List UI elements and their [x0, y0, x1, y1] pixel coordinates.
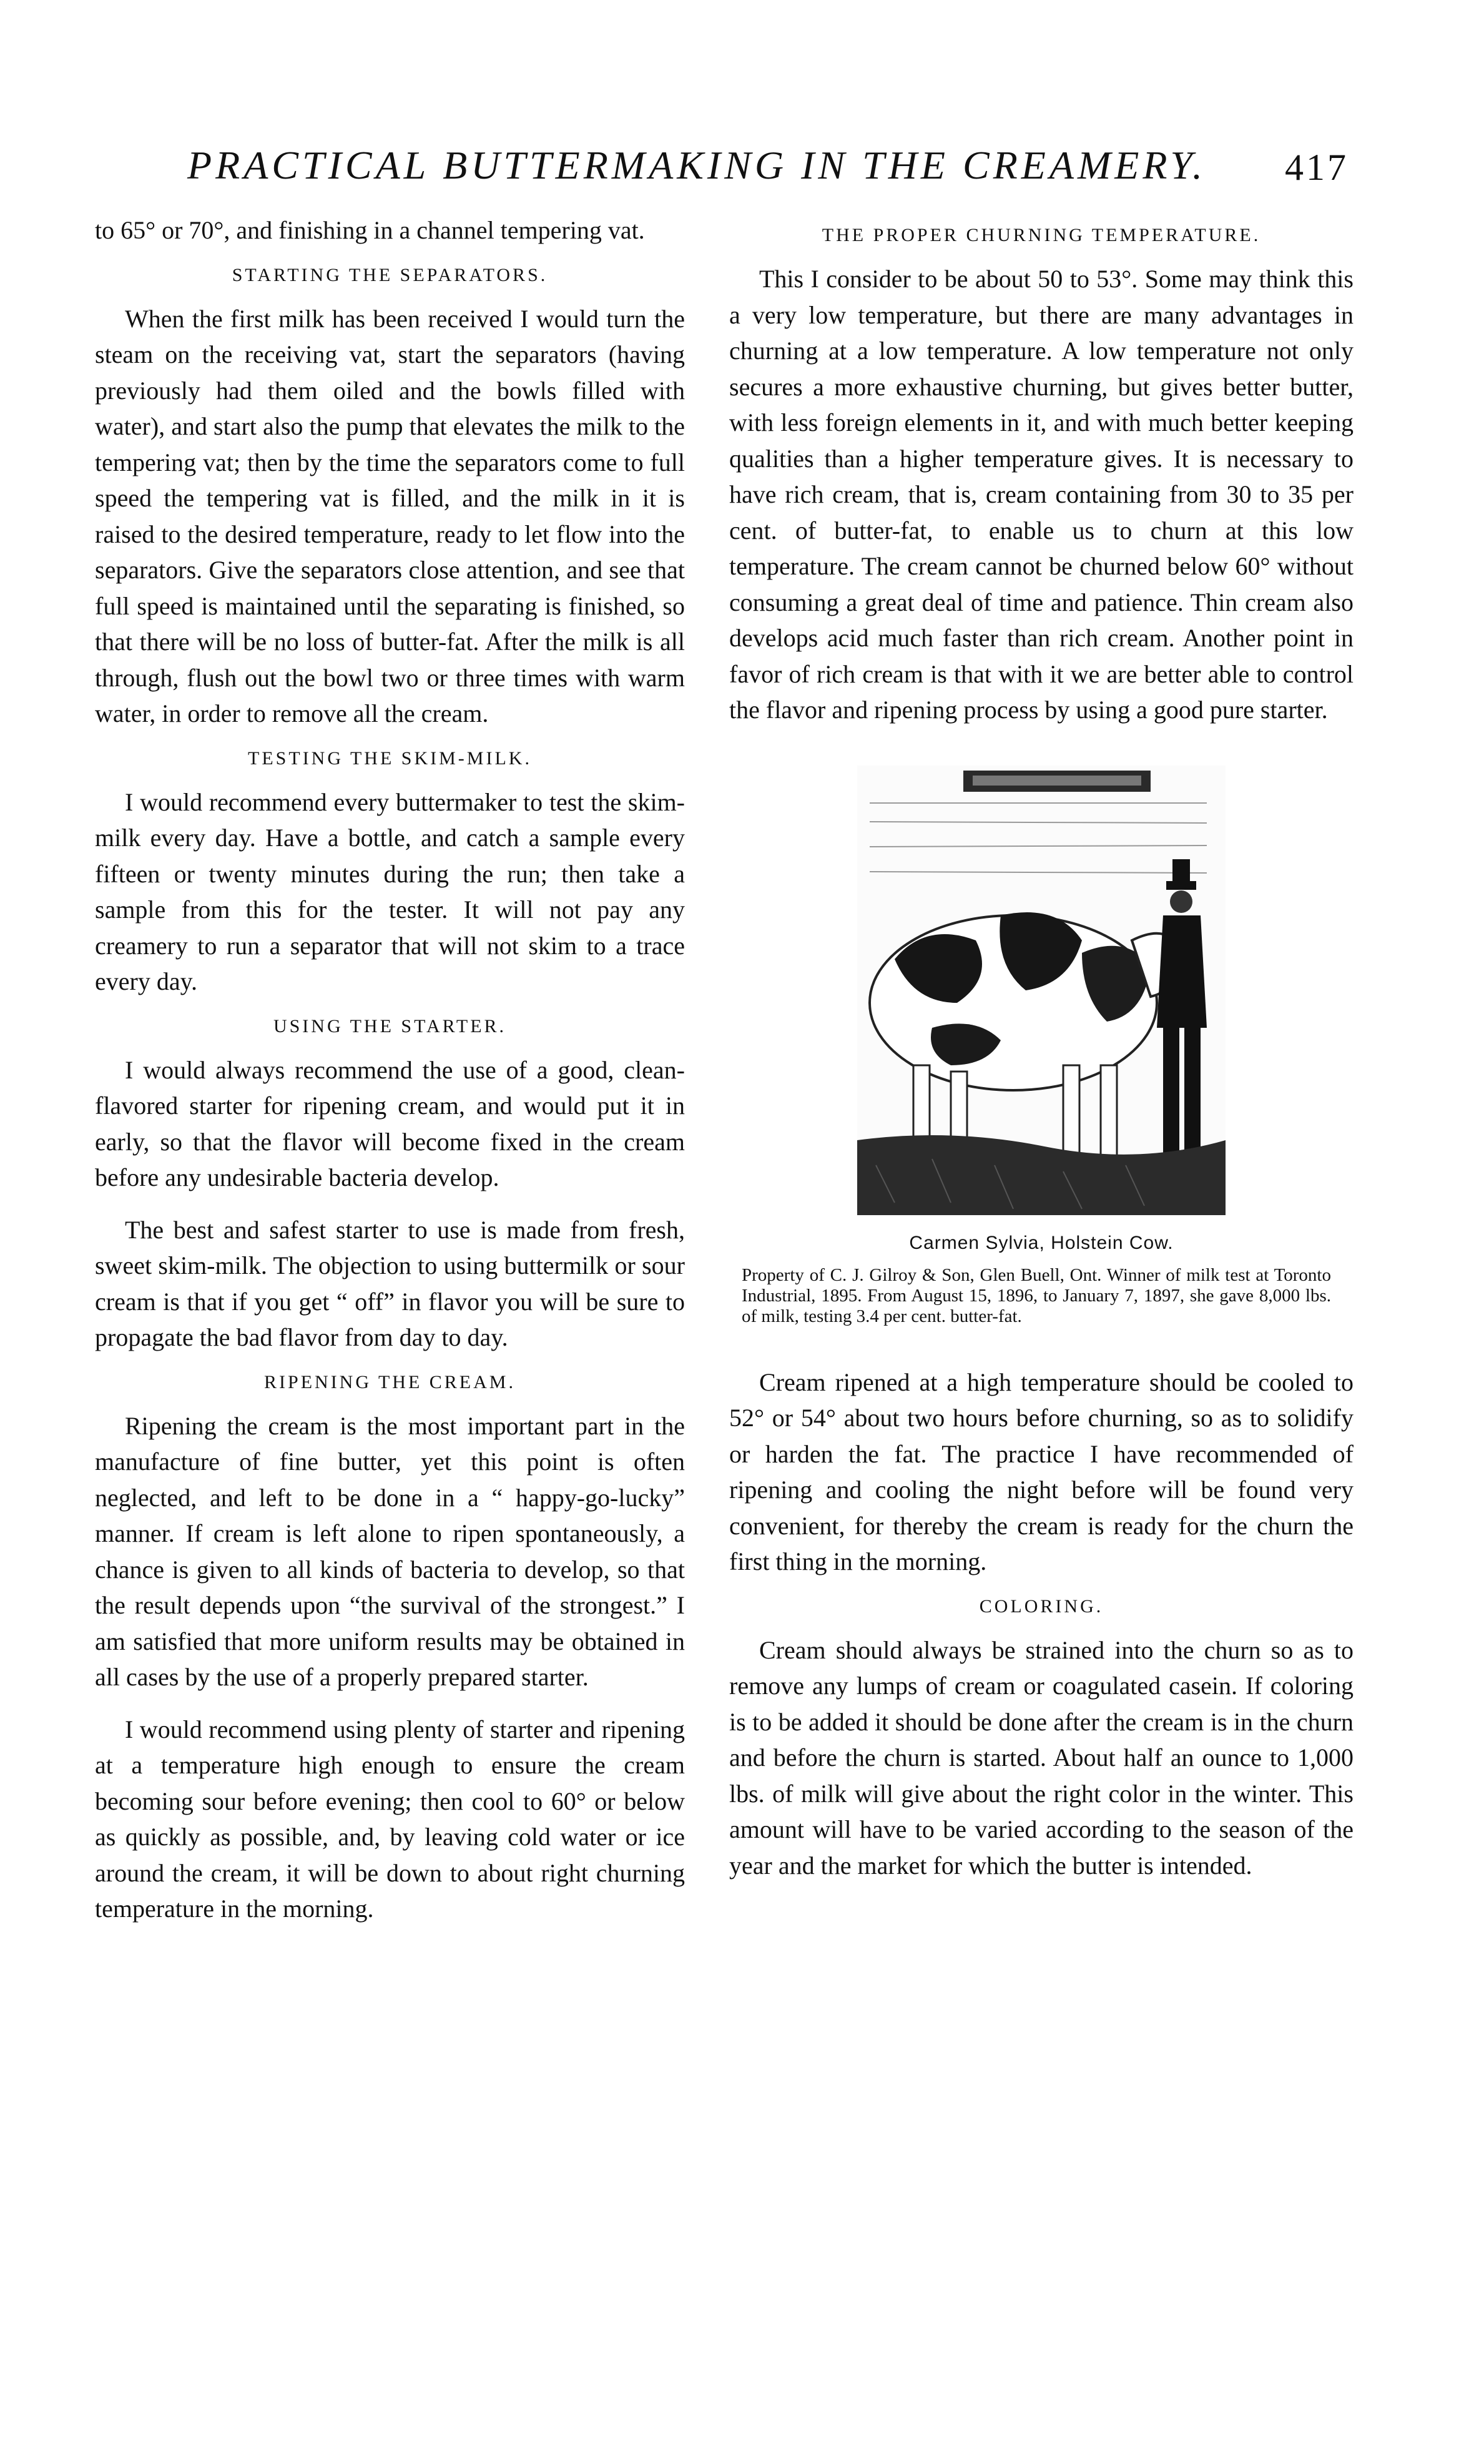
paragraph: When the first milk has been received I would turn the steam on the receiving vat, start the separators (having previously had them oiled and the bowls filled with water), and start also the pump that elevates the milk to the tempering vat; then by the time the separators come to full speed the tempering vat is filled, and the milk in it is raised to the desired temperature, ready to let flow into the separators. Give the separators close attention, and see that full speed is maintained until the separating is finished, so that there will be no loss of butter-fat. After the milk is all through, flush out the bowl two or three times with warm water, in order to remove all the cream.: [95, 304, 685, 727]
section-heading-ripening-cream: RIPENING THE CREAM.: [264, 1371, 516, 1392]
section-heading-churning-temperature: THE PROPER CHURNING TEMPERATURE.: [822, 225, 1261, 245]
running-title: PRACTICAL BUTTERMAKING IN THE CREAMERY.: [187, 143, 1207, 187]
page-number: 417: [1285, 147, 1349, 188]
section-heading-testing-skim-milk: TESTING THE SKIM-MILK.: [248, 747, 532, 769]
paragraph: I would recommend using plenty of starter and ripening at a temperature high enough to ensure the cream becoming sour before evening; then cool to 60° or below as quickly as possible, and, by leaving cold water or ice around the cream, it will be down to about right churning temperature in the morning.: [95, 1715, 685, 1923]
paragraph: This I consider to be about 50 to 53°. Some may think this a very low temperature, but there are many advantages in churning at a low temperature. A low temperature not only secures a more exhaustive churning, but gives better butter, with less foreign elements in it, and with much better keeping qualities than a higher temperature gives. It is necessary to have rich cream, that is, cream containing from 30 to 35 per cent. of butter-fat, to enable us to churn at this low temperature. The cream cannot be churned below 60° without consuming a great deal of time and patience. Thin cream also develops acid much faster than rich cream. Another point in favor of rich cream is that with it we are better able to control the flavor and ripening process by using a good pure starter.: [729, 265, 1354, 724]
figure-caption-text: Property of C. J. Gilroy & Son, Glen Buell, Ont. Winner of milk test at Toronto Industrial, 1895. From August 15, 1896, to January 7, 1897, she gave 8,000 lbs. of milk, testing 3.4 per cent. butter-fat.: [742, 1264, 1331, 1326]
paragraph: I would always recommend the use of a good, clean-flavored starter for ripening cream, and would put it in early, so that the flavor will become fixed in the cream before any undesirable bacteria develop.: [95, 1055, 685, 1191]
right-column: [729, 212, 1354, 1900]
figure-caption-title: Carmen Sylvia, Holstein Cow.: [909, 1232, 1174, 1253]
page-header: [187, 142, 1386, 199]
section-heading-starting-separators: STARTING THE SEPARATORS.: [232, 264, 548, 285]
figure-holstein-cow: [729, 766, 1354, 1327]
paragraph: Cream should always be strained into the churn so as to remove any lumps of cream or coagulated casein. If coloring is to be added it should be done after the cream is in the churn and before the churn is started. About half an ounce to 1,000 lbs. of milk will give about the right color in the winter. This amount will have to be varied according to the season of the year and the market for which the butter is intended.: [729, 1635, 1354, 1880]
paragraph: The best and safest starter to use is made from fresh, sweet skim-milk. The objection to using buttermilk or sour cream is that if you get “ off” in flavor you will be sure to propagate the bad flavor from day to day.: [95, 1215, 685, 1351]
cow-engraving-image: [857, 766, 1226, 1215]
section-heading-coloring: COLORING.: [979, 1595, 1104, 1617]
left-column: [95, 212, 685, 1943]
paragraph: Ripening the cream is the most important part in the manufacture of fine butter, yet this point is often neglected, and left to be done in a “ happy-go-lucky” manner. If cream is left alone to ripen spontaneously, a chance is given to all kinds of bacteria to develop, so that the result depends upon “the survival of the strongest.” I am satisfied that more uniform results may be obtained in all cases by the use of a properly prepared starter.: [95, 1411, 685, 1691]
intro-paragraph: to 65° or 70°, and finishing in a channel tempering vat.: [95, 216, 645, 244]
section-heading-using-starter: USING THE STARTER.: [273, 1015, 507, 1037]
paragraph: Cream ripened at a high temperature should be cooled to 52° or 54° about two hours before churning, so as to solidify or harden the fat. The practice I have recommended of ripening and cooling the night before will be found very convenient, for thereby the cream is ready for the churn the first thing in the morning.: [729, 1368, 1354, 1575]
paragraph: I would recommend every buttermaker to test the skim-milk every day. Have a bottle, and catch a sample every fifteen or twenty minutes during the run; then take a sample from this for the tester. It will not pay any creamery to run a separator that will not skim to a trace every day.: [95, 787, 685, 995]
